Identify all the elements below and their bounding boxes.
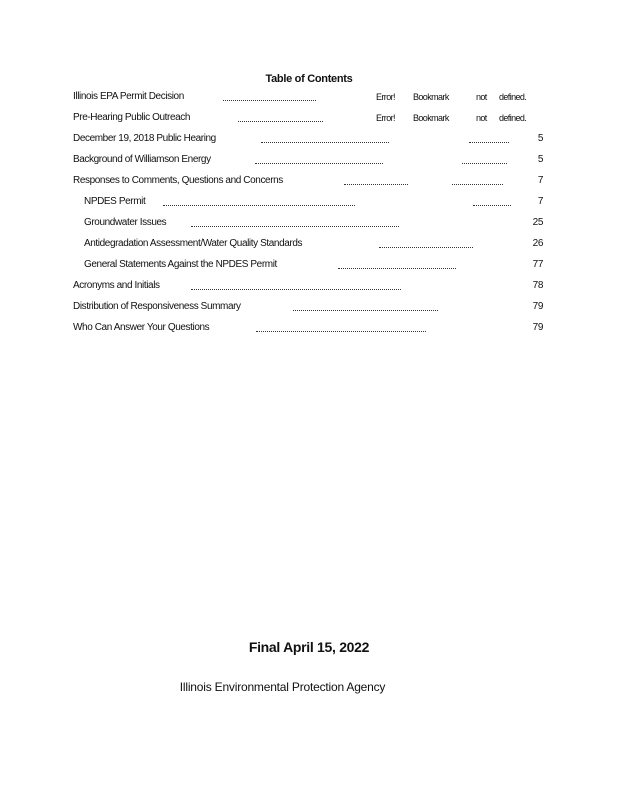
dot-leader — [469, 142, 509, 143]
toc-entry[interactable] — [73, 279, 543, 300]
toc-list — [73, 90, 543, 342]
final-date: Final April 15, 2022 — [248, 639, 370, 655]
toc-title: Table of Contents — [265, 73, 353, 85]
error-text: not — [476, 113, 487, 123]
dot-leader — [256, 331, 426, 332]
toc-entry-label: Distribution of Responsiveness Summary — [73, 301, 241, 312]
error-text: Error! — [376, 113, 395, 123]
toc-entry-label: Responses to Comments, Questions and Concerns — [73, 175, 283, 186]
toc-entry-label: December 19, 2018 Public Hearing — [73, 133, 216, 144]
dot-leader — [293, 310, 438, 311]
dot-leader — [379, 247, 473, 248]
error-text: defined. — [499, 92, 527, 102]
error-text: not — [476, 92, 487, 102]
dot-leader — [344, 184, 408, 185]
dot-leader — [462, 163, 507, 164]
dot-leader — [338, 268, 456, 269]
agency-name: Illinois Environmental Protection Agency — [179, 680, 386, 694]
toc-page-number: 79 — [532, 301, 543, 312]
toc-page-number: 26 — [532, 238, 543, 249]
toc-entry-label: General Statements Against the NPDES Permit — [84, 259, 277, 270]
toc-entry-label: Acronyms and Initials — [73, 280, 160, 291]
toc-entry[interactable] — [73, 153, 543, 174]
toc-entry[interactable] — [73, 237, 543, 258]
toc-entry[interactable] — [73, 300, 543, 321]
dot-leader — [473, 205, 511, 206]
toc-entry[interactable] — [73, 132, 543, 153]
dot-leader — [223, 100, 316, 101]
toc-page-number: 79 — [532, 322, 543, 333]
toc-entry[interactable] — [73, 90, 543, 111]
dot-leader — [191, 289, 401, 290]
error-text: Bookmark — [413, 92, 449, 102]
dot-leader — [255, 163, 383, 164]
error-text: Error! — [376, 92, 395, 102]
dot-leader — [452, 184, 503, 185]
toc-entry[interactable] — [73, 174, 543, 195]
toc-page-number: 7 — [537, 175, 543, 186]
toc-entry-label: Groundwater Issues — [84, 217, 167, 228]
toc-entry-label: Antidegradation Assessment/Water Quality Standards — [84, 238, 303, 249]
toc-entry-label: Illinois EPA Permit Decision — [73, 91, 184, 102]
toc-page-number: 25 — [532, 217, 543, 228]
toc-entry[interactable] — [73, 258, 543, 279]
toc-entry[interactable] — [73, 195, 543, 216]
dot-leader — [261, 142, 389, 143]
toc-entry-label: Who Can Answer Your Questions — [73, 322, 210, 333]
toc-page-number: 7 — [537, 196, 543, 207]
dot-leader — [191, 226, 399, 227]
error-text: defined. — [499, 113, 527, 123]
toc-entry-label: Pre-Hearing Public Outreach — [73, 112, 191, 123]
toc-entry[interactable] — [73, 321, 543, 342]
toc-entry[interactable] — [73, 216, 543, 237]
toc-page-number: 78 — [532, 280, 543, 291]
dot-leader — [238, 121, 323, 122]
error-text: Bookmark — [413, 113, 449, 123]
toc-page-number: 5 — [537, 154, 543, 165]
toc-page-number: 5 — [537, 133, 543, 144]
toc-entry[interactable] — [73, 111, 543, 132]
toc-entry-label: Background of Williamson Energy — [73, 154, 211, 165]
toc-entry-label: NPDES Permit — [84, 196, 146, 207]
dot-leader — [163, 205, 355, 206]
toc-page-number: 77 — [532, 259, 543, 270]
